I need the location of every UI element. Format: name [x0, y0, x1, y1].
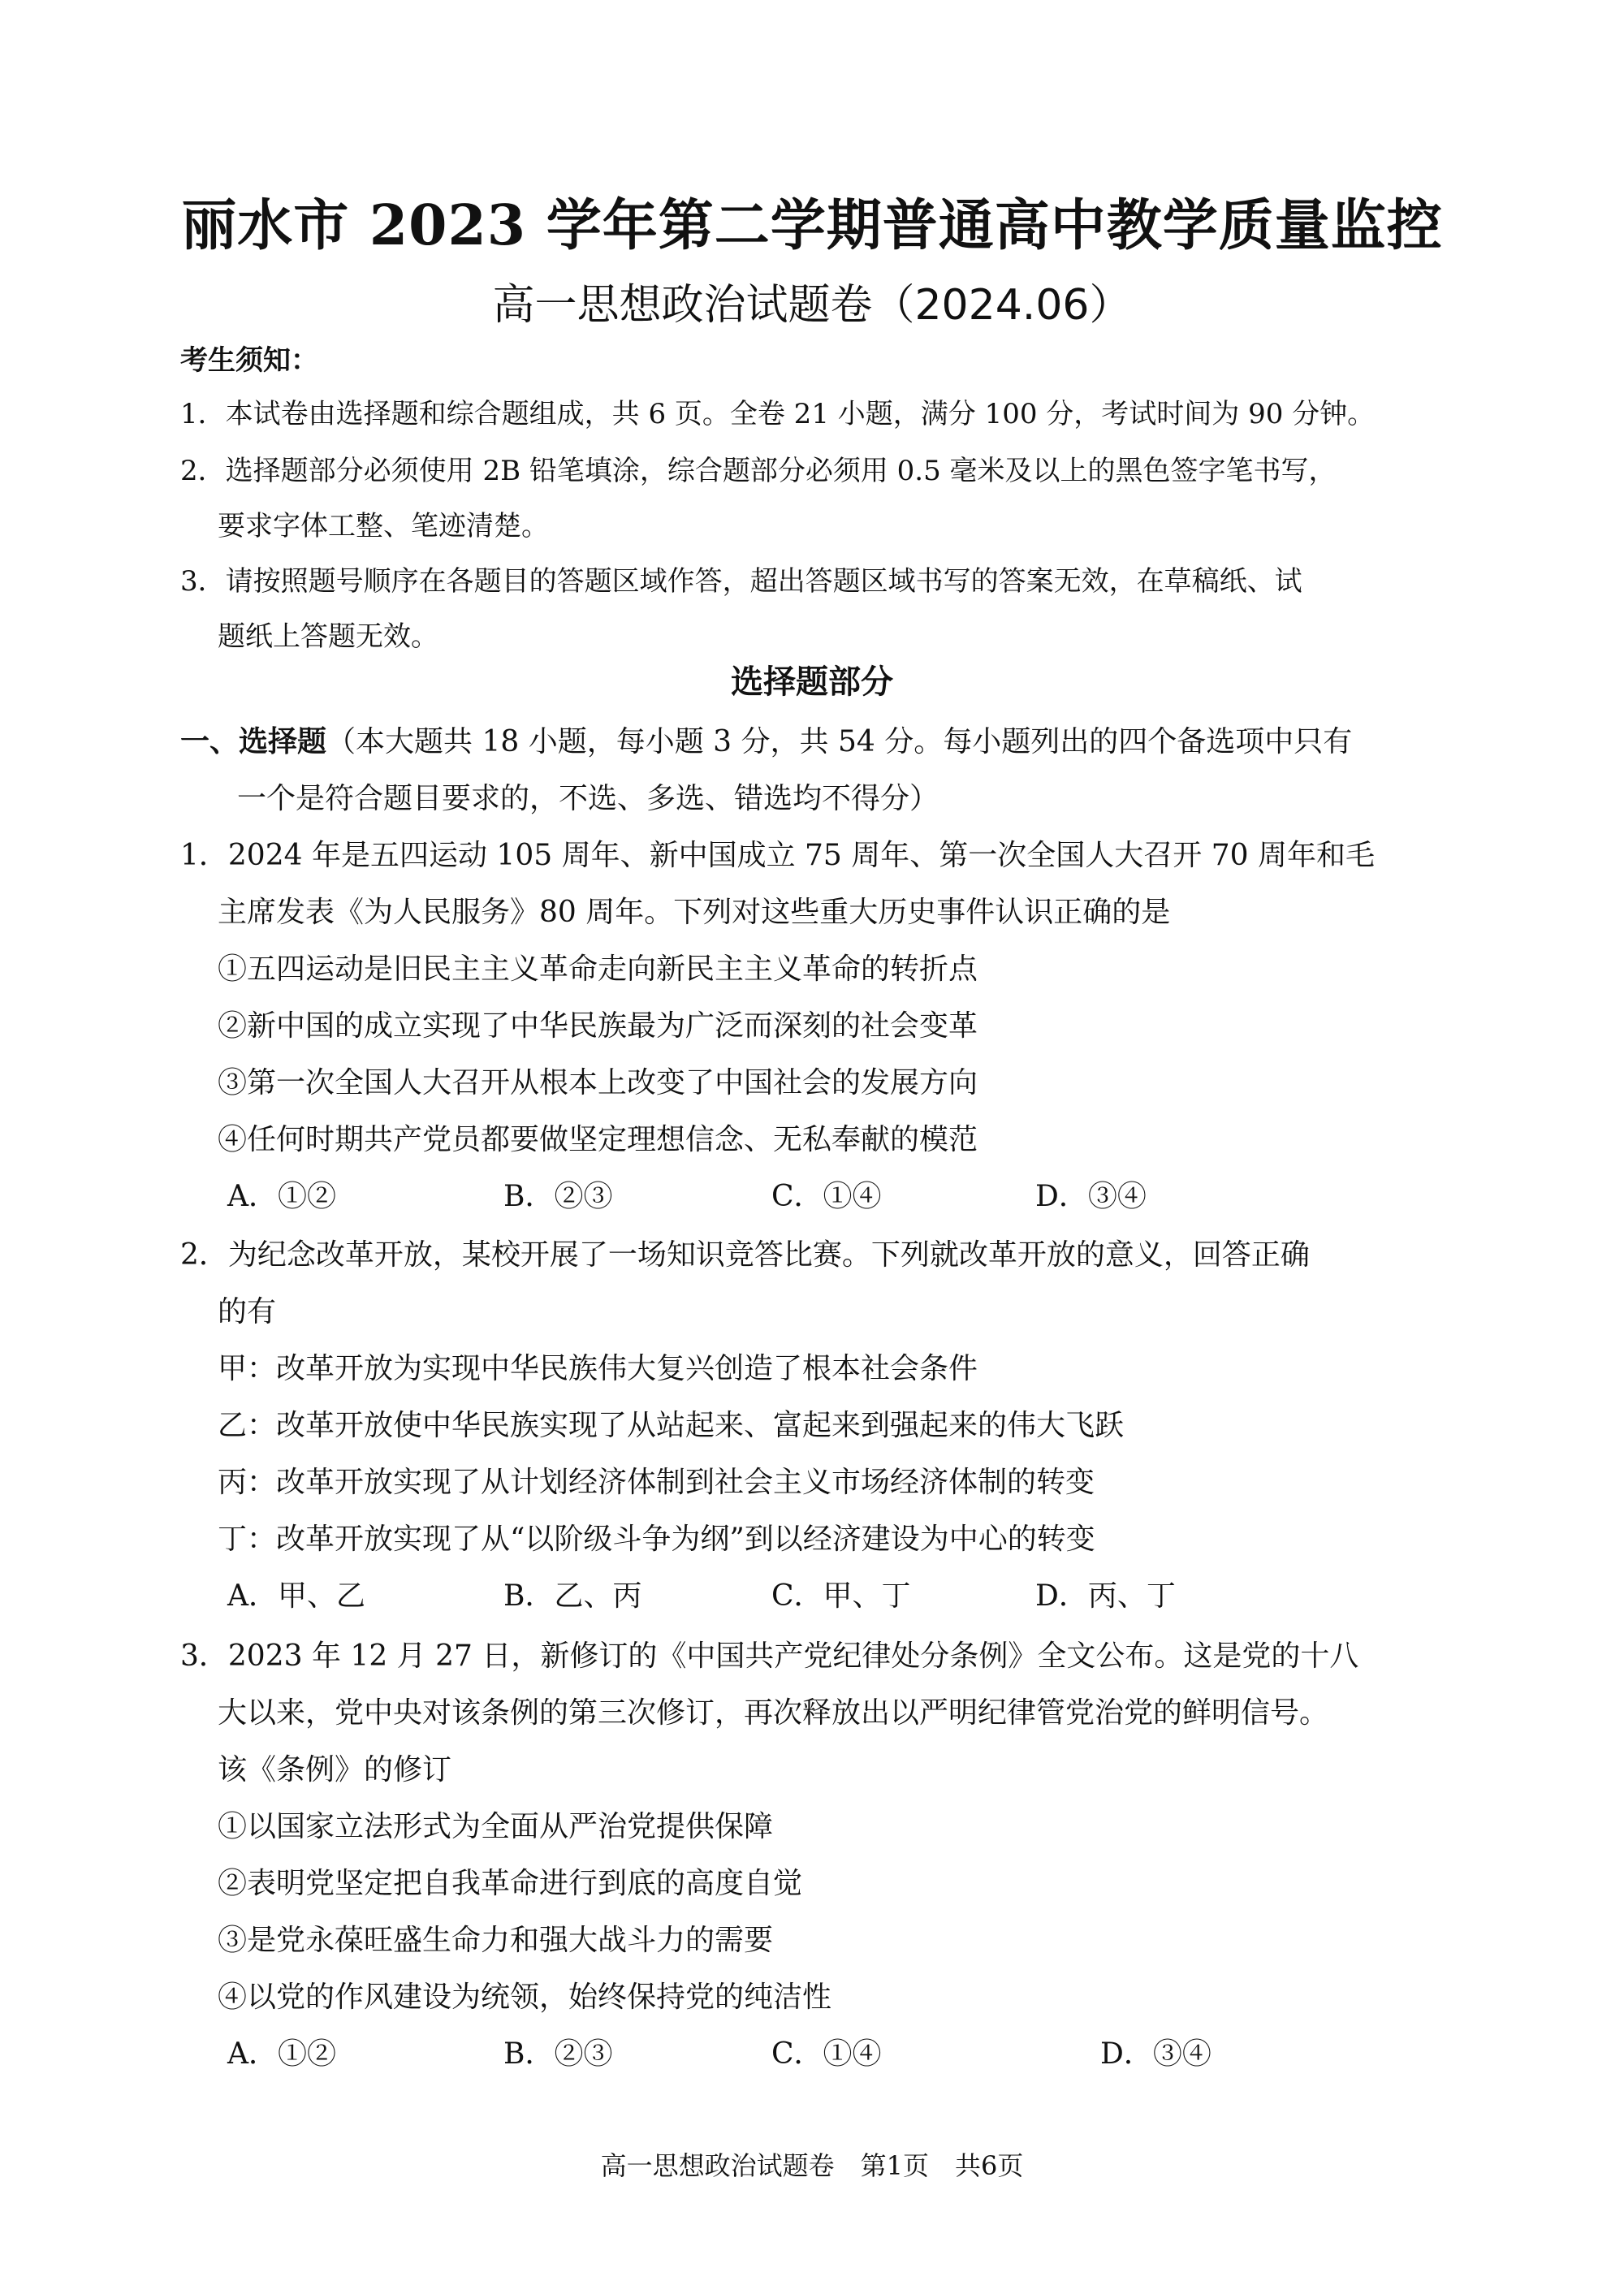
exam-title: 丽水市 2023 学年第二学期普通高中教学质量监控	[181, 193, 1443, 258]
question-stem: 2．为纪念改革开放，某校开展了一场知识竞答比赛。下列就改革开放的意义，回答正确	[180, 1238, 1310, 1272]
page-footer: 高一思想政治试题卷 第1页 共6页	[600, 2150, 1024, 2181]
statement: ②表明党坚定把自我革命进行到底的高度自觉	[218, 1867, 803, 1900]
part-heading: 一、选择题	[180, 725, 327, 758]
option-d: D．丙、丁	[1035, 1579, 1176, 1613]
statement: ③第一次全国人大召开从根本上改变了中国社会的发展方向	[218, 1066, 978, 1099]
question-stem: 大以来，党中央对该条例的第三次修订，再次释放出以严明纪律管党治党的鲜明信号。	[218, 1696, 1329, 1730]
statement: ①五四运动是旧民主主义革命走向新民主主义革命的转折点	[218, 953, 978, 986]
notice-item: 3．请按照题号顺序在各题目的答题区域作答，超出答题区域书写的答案无效，在草稿纸、试	[180, 565, 1302, 598]
question-stem: 的有	[218, 1295, 277, 1328]
option-a: A．甲、乙	[227, 1579, 365, 1613]
statement: ④以党的作风建设为统领，始终保持党的纯洁性	[218, 1981, 832, 2014]
option-c: C．①④	[771, 2037, 882, 2071]
option-d: D．③④	[1035, 1180, 1147, 1213]
statement: 丙：改革开放实现了从计划经济体制到社会主义市场经济体制的转变	[218, 1466, 1095, 1499]
exam-subtitle: 高一思想政治试题卷（2024.06）	[492, 281, 1132, 330]
question-stem: 主席发表《为人民服务》80 周年。下列对这些重大历史事件认识正确的是	[218, 896, 1171, 929]
statement: ①以国家立法形式为全面从严治党提供保障	[218, 1810, 774, 1843]
notice-item: 题纸上答题无效。	[218, 620, 438, 653]
option-a: A．①②	[227, 1180, 336, 1213]
part-description-cont: 一个是符合题目要求的，不选、多选、错选均不得分）	[237, 782, 939, 815]
statement: ④任何时期共产党员都要做坚定理想信念、无私奉献的模范	[218, 1123, 978, 1156]
notice-item: 2．选择题部分必须使用 2B 铅笔填涂，综合题部分必须用 0.5 毫米及以上的黑色签字笔书写，	[180, 455, 1337, 487]
statement: 乙：改革开放使中华民族实现了从站起来、富起来到强起来的伟大飞跃	[218, 1409, 1125, 1442]
question-stem: 该《条例》的修订	[218, 1753, 452, 1786]
statement: ②新中国的成立实现了中华民族最为广泛而深刻的社会变革	[218, 1009, 978, 1043]
statement: 甲：改革开放为实现中华民族伟大复兴创造了根本社会条件	[218, 1352, 978, 1385]
option-a: A．①②	[227, 2037, 336, 2071]
part-desc-text: （本大题共 18 小题，每小题 3 分，共 54 分。每小题列出的四个备选项中只有	[326, 725, 1353, 758]
statement: ③是党永葆旺盛生命力和强大战斗力的需要	[218, 1924, 774, 1957]
option-b: B．②③	[503, 2037, 613, 2071]
notice-item: 要求字体工整、笔迹清楚。	[218, 510, 549, 542]
option-d: D．③④	[1100, 2037, 1212, 2071]
option-c: C．甲、丁	[771, 1579, 911, 1613]
notice-item: 1．本试卷由选择题和综合题组成，共 6 页。全卷 21 小题，满分 100 分，考试时间为 90 分钟。	[180, 398, 1376, 430]
option-c: C．①④	[771, 1180, 882, 1213]
part-description	[180, 723, 1352, 762]
option-b: B．②③	[503, 1180, 613, 1213]
option-b: B．乙、丙	[503, 1579, 642, 1613]
question-stem: 1．2024 年是五四运动 105 周年、新中国成立 75 周年、第一次全国人大召开 70 周年和毛	[180, 839, 1375, 872]
question-stem: 3．2023 年 12 月 27 日，新修订的《中国共产党纪律处分条例》全文公布。这是党的十八	[180, 1639, 1359, 1673]
statement: 丁：改革开放实现了从“以阶级斗争为纲”到以经济建设为中心的转变	[218, 1523, 1095, 1556]
notice-heading: 考生须知：	[180, 344, 318, 377]
section-title: 选择题部分	[731, 663, 893, 701]
